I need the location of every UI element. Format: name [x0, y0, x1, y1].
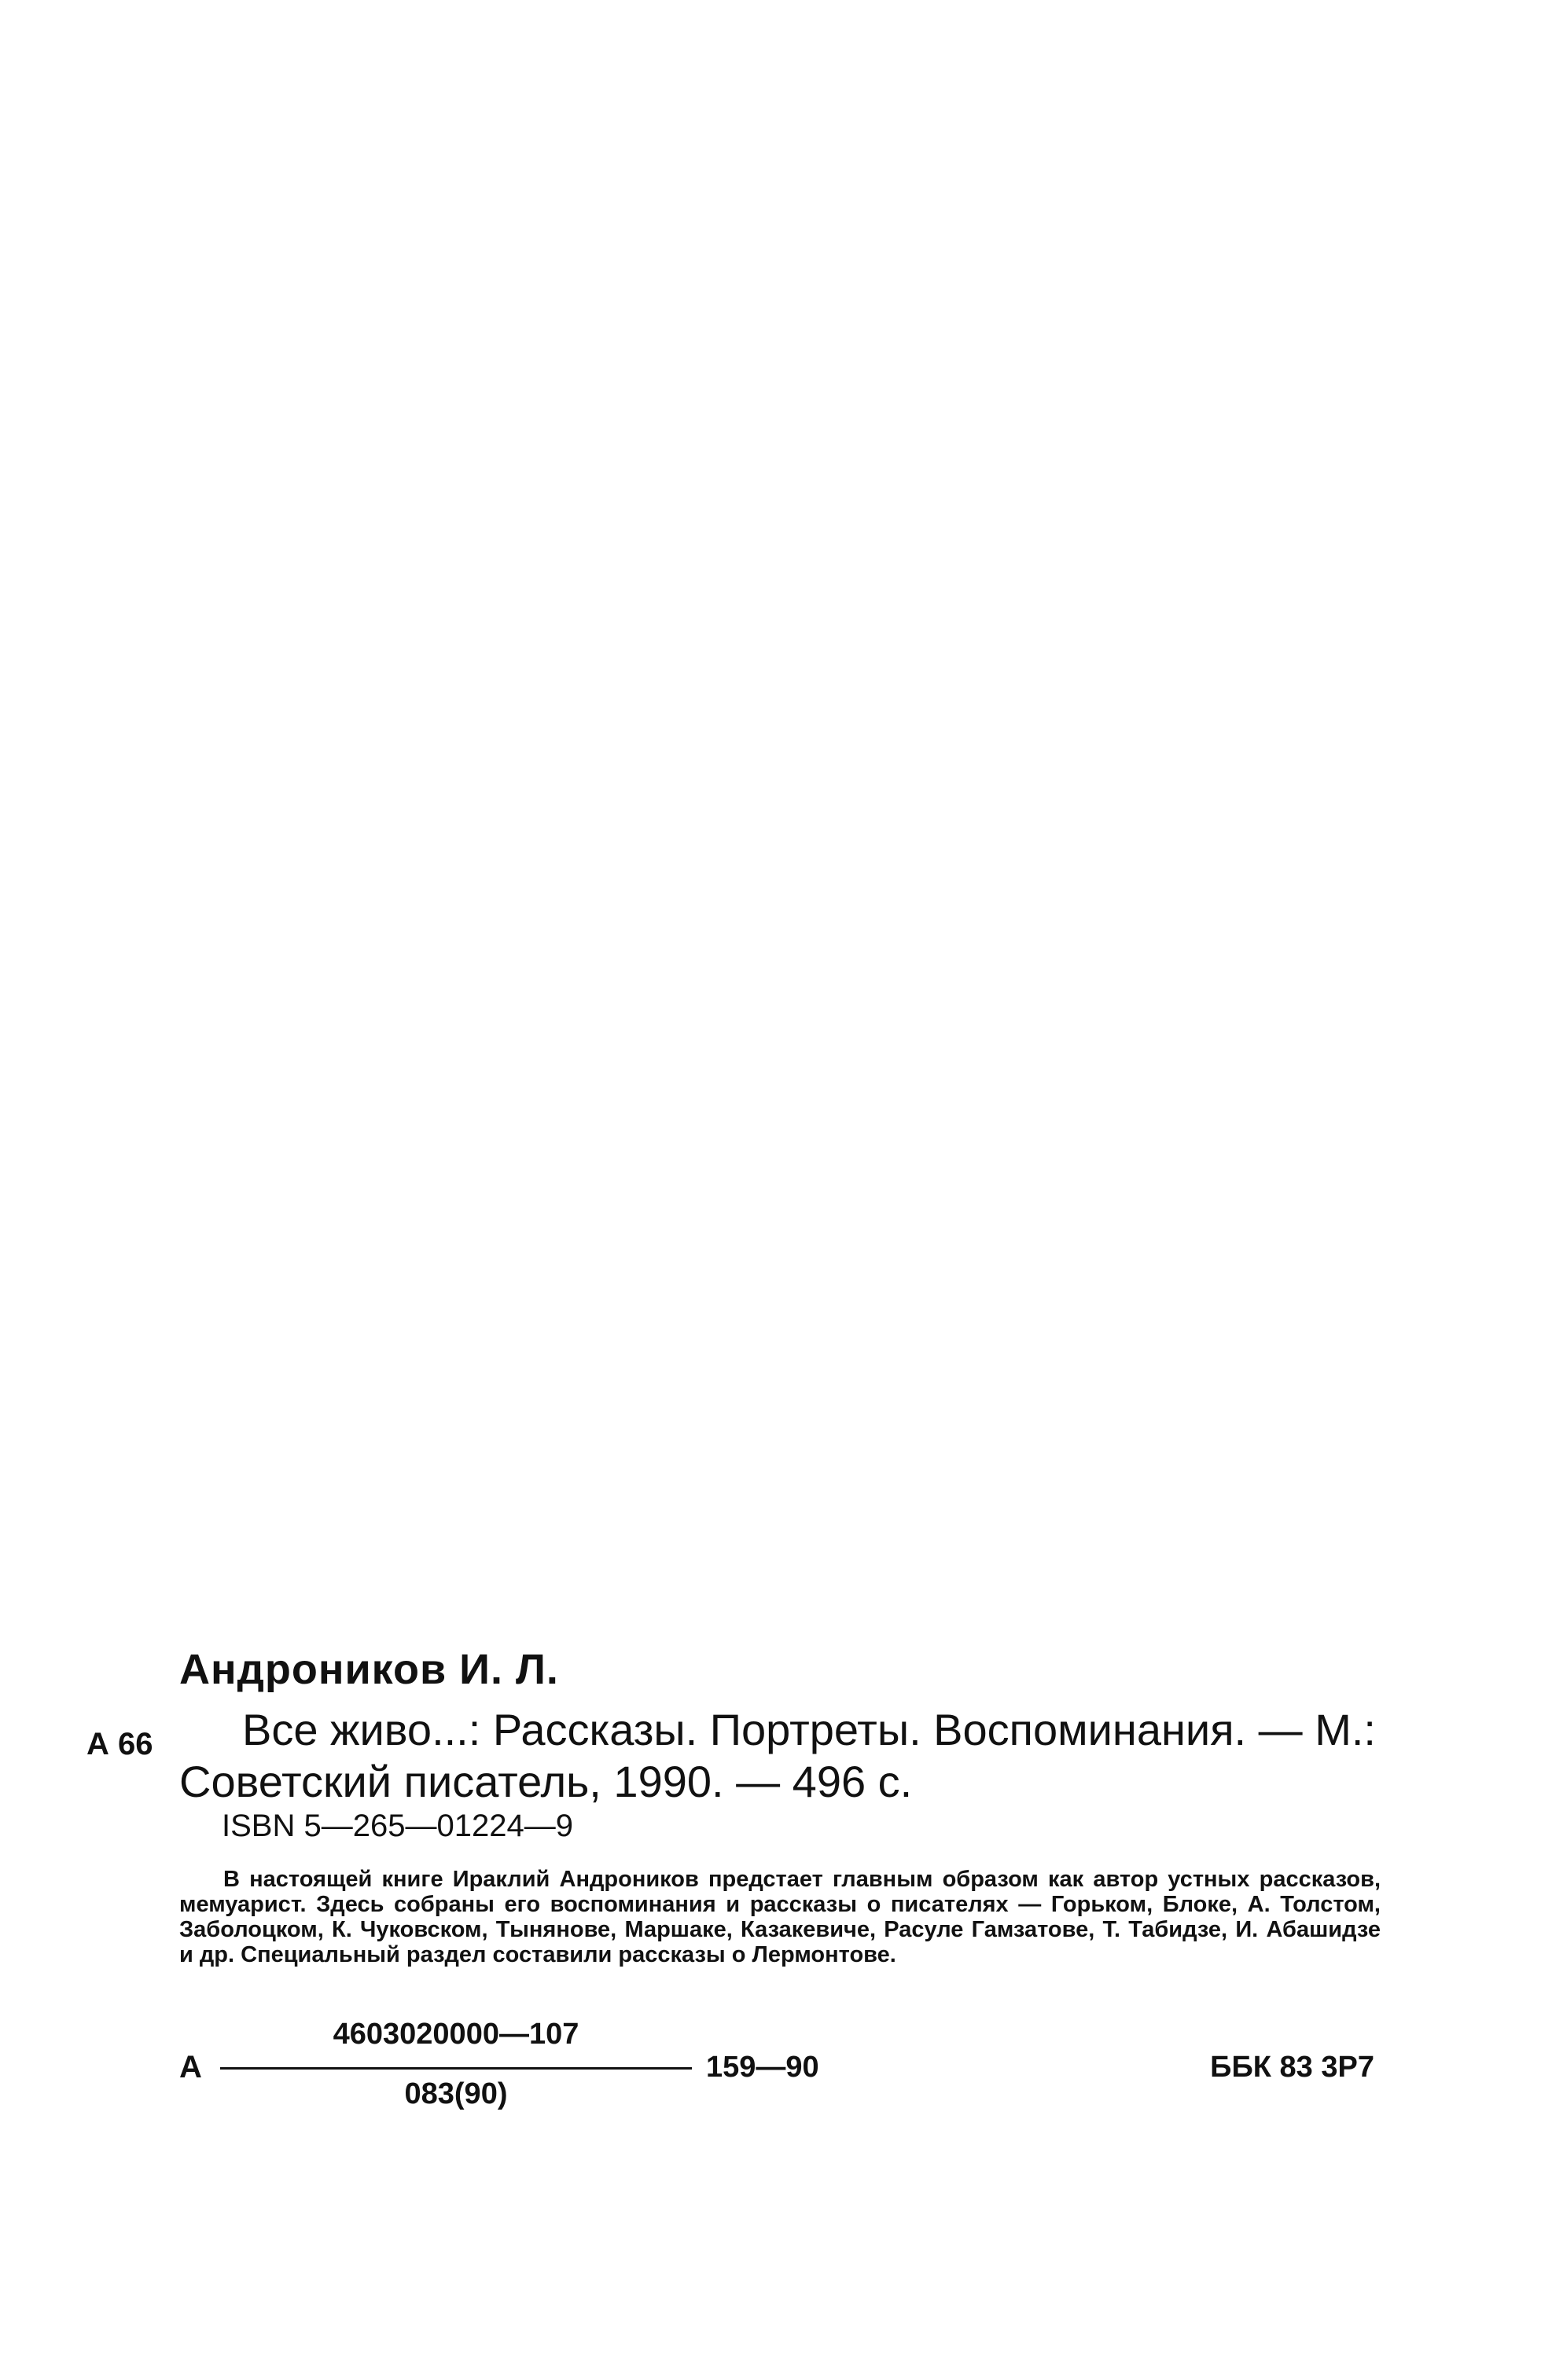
order-number: 159—90 [706, 2051, 819, 2084]
title-block [179, 1704, 1390, 1808]
fraction-bar [220, 2067, 692, 2070]
call-number: А 66 [86, 1727, 153, 1761]
bbk-code: ББК 83 3Р7 [1210, 2051, 1374, 2084]
classification-row [179, 2012, 1390, 2122]
index-letter: А [179, 2050, 202, 2084]
isbn: ISBN 5—265—01224—9 [222, 1809, 573, 1843]
fraction-denominator: 083(90) [404, 2077, 508, 2110]
publisher-code-fraction [220, 2012, 692, 2122]
author-heading: Андроников И. Л. [179, 1646, 559, 1693]
title-line-1: Все живо...: Рассказы. Портреты. Воспоминания. — М.: [242, 1705, 1376, 1754]
fraction-numerator: 4603020000—107 [333, 2018, 579, 2051]
title-line-2: Советский писатель, 1990. — 496 с. [179, 1757, 913, 1806]
annotation-paragraph: В настоящей книге Ираклий Андроников предстает главным образом как автор устных рассказов, мемуарист. Здесь собраны его воспоминания и рассказы о писателях — Горьком, Блоке, А. Толстом, Заболоцком, К. Чуковском, Тынянове, Маршаке, Казакевиче, Расуле Гамзатове, Т. Табидзе, И. Абашидзе и др. Специальный раздел составили рассказы о Лермонтове. [179, 1867, 1381, 1967]
